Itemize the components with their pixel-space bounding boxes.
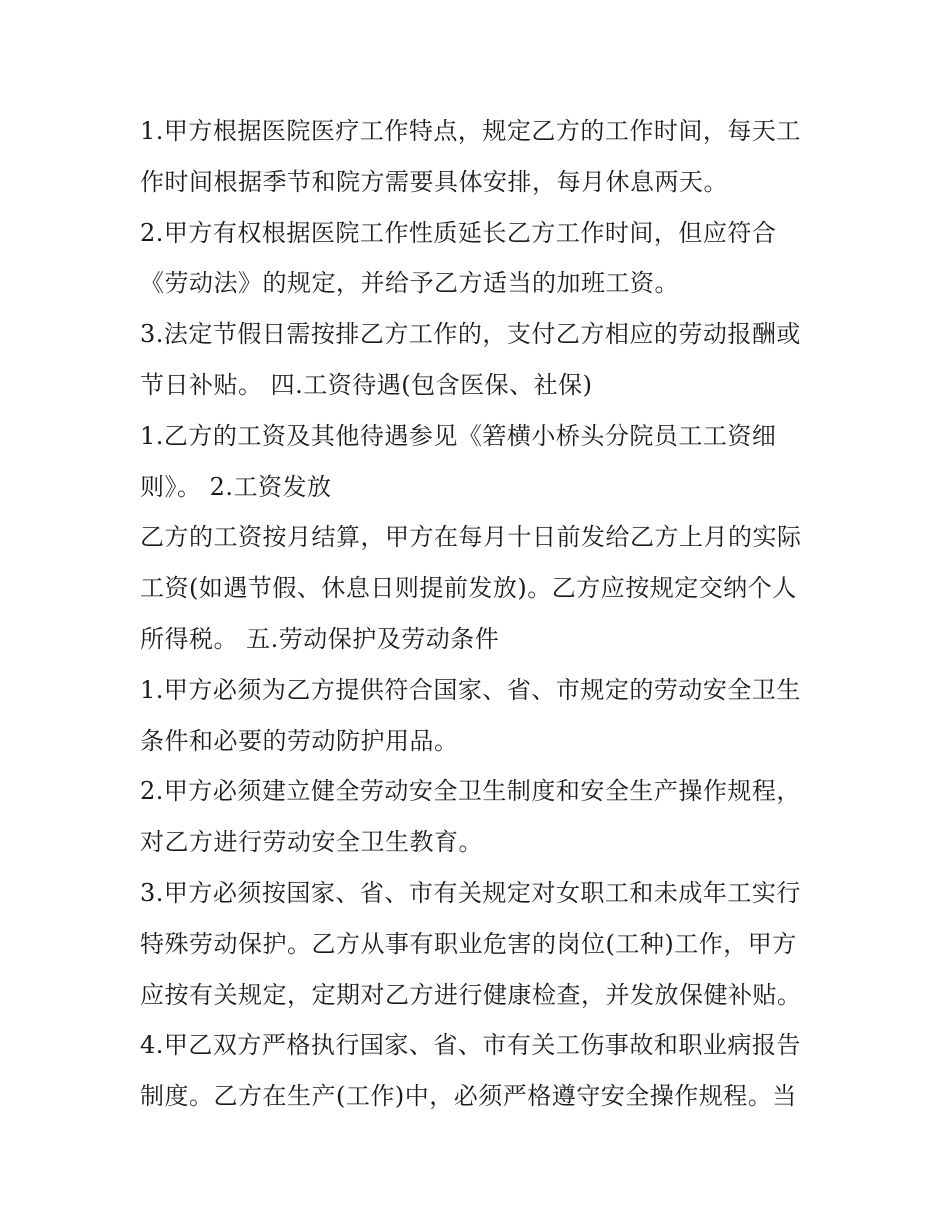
text-line: 2.甲方必须建立健全劳动安全卫生制度和安全生产操作规程， [140, 777, 801, 806]
text-line: 制度。乙方在生产(工作)中，必须严格遵守安全操作规程。当 [140, 1082, 797, 1111]
text-line: 条件和必要的劳动防护用品。 [140, 726, 459, 755]
text-line: 《劳动法》的规定，并给予乙方适当的加班工资。 [140, 269, 679, 298]
text-line: 3.甲方必须按国家、省、市有关规定对女职工和未成年工实行 [140, 878, 801, 907]
document-body [140, 112, 820, 1128]
text-line: 所得税。 五.劳动保护及劳动条件 [140, 624, 500, 653]
text-line: 节日补贴。 四.工资待遇(包含医保、社保) [140, 370, 593, 399]
text-line: 对乙方进行劳动安全卫生教育。 [140, 828, 483, 857]
text-line: 特殊劳动保护。乙方从事有职业危害的岗位(工种)工作，甲方 [140, 929, 797, 958]
text-line: 4.甲乙双方严格执行国家、省、市有关工伤事故和职业病报告 [140, 1031, 801, 1060]
text-line: 1.乙方的工资及其他待遇参见《箬横小桥头分院员工工资细 [140, 421, 777, 450]
text-line: 作时间根据季节和院方需要具体安排，每月休息两天。 [140, 167, 728, 196]
text-line: 1.甲方根据医院医疗工作特点，规定乙方的工作时间，每天工 [140, 117, 801, 145]
text-line: 则》。 2.工资发放 [140, 472, 332, 501]
text-line: 2.甲方有权根据医院工作性质延长乙方工作时间，但应符合 [140, 218, 777, 247]
text-line: 1.甲方必须为乙方提供符合国家、省、市规定的劳动安全卫生 [140, 675, 801, 704]
text-line: 3.法定节假日需按排乙方工作的，支付乙方相应的劳动报酬或 [140, 320, 801, 349]
text-line: 应按有关规定，定期对乙方进行健康检查，并发放保健补贴。 [140, 980, 802, 1009]
text-line: 工资(如遇节假、休息日则提前发放)。乙方应按规定交纳个人 [140, 574, 797, 603]
text-line: 乙方的工资按月结算，甲方在每月十日前发给乙方上月的实际 [140, 523, 802, 552]
